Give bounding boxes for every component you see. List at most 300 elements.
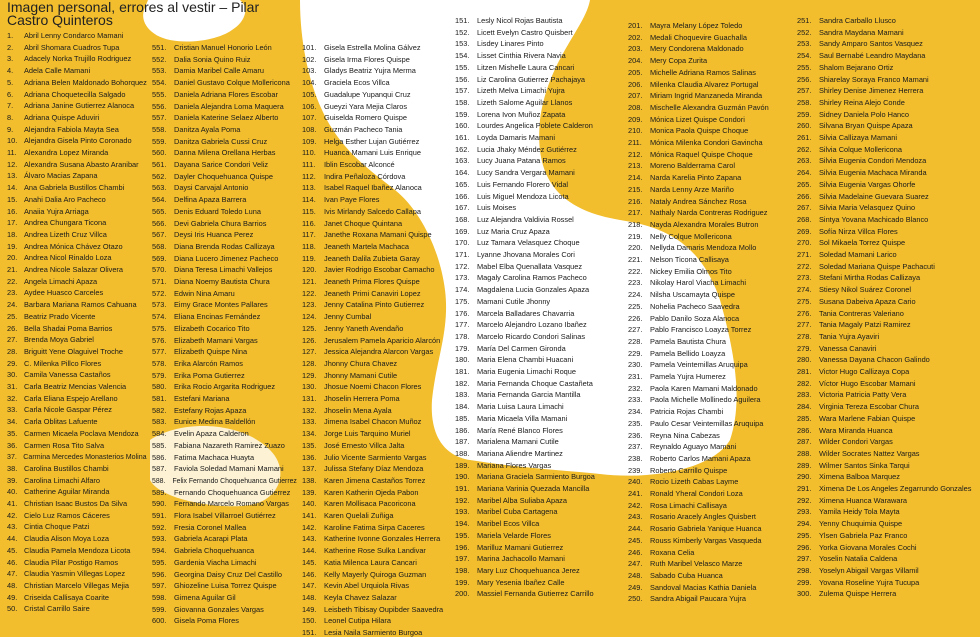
list-item <box>628 419 763 428</box>
list-item-name: Jeaneth Dalila Zubieta Garay <box>324 253 420 263</box>
list-item <box>7 300 137 309</box>
list-item-name: Bella Shadai Poma Barrios <box>24 323 113 333</box>
list-item-name: Fatima Machaca Huayta <box>174 452 255 462</box>
list-item-name: Loyda Damaris Mamani <box>477 133 556 142</box>
list-item <box>302 43 421 52</box>
list-item-name: Lesia Naila Sarmiento Burgoa <box>324 628 423 637</box>
list-item-name: Elizabeth Mamani Vargas <box>174 335 258 345</box>
list-item <box>7 136 132 145</box>
list-item <box>152 265 272 274</box>
list-item <box>797 554 897 563</box>
list-item-name: Milenka Claudia Alvarez Portugal <box>650 79 759 89</box>
list-item-name: Danna Milena Orellana Herbas <box>174 148 276 158</box>
list-item <box>7 452 147 461</box>
list-item-name: Javier Rodrigo Escobar Camacho <box>324 265 435 275</box>
list-item <box>7 534 109 543</box>
list-item-number: 600. <box>152 616 167 626</box>
list-item-name: Marcelo Ricardo Condori Salinas <box>477 331 586 341</box>
list-item <box>797 449 920 458</box>
list-item <box>7 218 106 227</box>
list-item <box>455 98 572 107</box>
list-item-number: 197. <box>455 554 470 564</box>
list-item-name: Miriam Ingrid Manzaneda Miranda <box>650 91 763 101</box>
list-item <box>7 394 118 403</box>
list-item-number: 39. <box>7 475 18 485</box>
list-item-number: 229. <box>628 348 643 358</box>
list-item-number: 166. <box>455 191 470 201</box>
list-item-name: Ivan Paye Flores <box>324 195 380 205</box>
list-item-name: Gisela Poma Flores <box>174 616 239 626</box>
list-item-number: 126. <box>302 335 317 345</box>
list-item <box>797 51 925 60</box>
list-item-name: Jessica Alejandra Alarcon Vargas <box>324 347 434 357</box>
list-item-name: Estefani Mariana <box>174 394 230 403</box>
list-item <box>797 344 876 353</box>
list-item-name: Mery Copa Zurita <box>650 56 708 66</box>
list-item-number: 40. <box>7 487 18 497</box>
list-item <box>628 80 758 89</box>
list-item-name: Diana Teresa Limachi Vallejos <box>174 265 273 275</box>
list-item-number: 257. <box>797 86 812 96</box>
list-item <box>797 285 911 294</box>
list-item-name: Adriana Belen Maldonado Bohorquez <box>24 77 147 87</box>
list-item-number: 588. <box>152 475 166 485</box>
list-item <box>455 414 567 423</box>
list-item-name: Luz Maria Cruz Apaza <box>477 226 550 236</box>
list-item <box>7 464 109 473</box>
list-item <box>797 390 906 399</box>
list-item-number: 25. <box>7 311 18 321</box>
list-item <box>7 78 147 87</box>
list-item-number: 275. <box>797 296 812 306</box>
list-item-number: 172. <box>455 261 470 271</box>
list-item-number: 220. <box>628 243 643 253</box>
list-item-number: 194. <box>455 519 470 529</box>
list-item-number: 19. <box>7 241 18 251</box>
list-item <box>797 180 915 189</box>
list-item-number: 217. <box>628 208 643 218</box>
list-item-name: Jhonny Mamani Cutile <box>324 370 398 380</box>
list-item-name: Marcelo Alejandro Lozano Ibañez <box>477 320 587 330</box>
list-item-number: 146. <box>302 569 317 579</box>
list-item-name: Erika Rocio Argarita Rodriguez <box>174 382 276 392</box>
list-item-name: Vanessa Canaviri <box>819 343 877 353</box>
list-item-number: 127. <box>302 347 317 357</box>
list-item <box>455 332 585 341</box>
list-item-number: 554. <box>152 78 167 88</box>
list-item-name: Victoria Patricia Patty Vera <box>819 390 907 400</box>
list-item-name: Narda Karelia Pinto Zapana <box>650 173 742 183</box>
list-item-number: 285. <box>797 413 812 423</box>
list-item <box>7 347 123 356</box>
list-item-number: 42. <box>7 510 18 520</box>
list-item-number: 158. <box>455 97 470 107</box>
list-item <box>152 394 229 403</box>
list-item-number: 171. <box>455 250 470 259</box>
list-item-name: Sol Mikaela Torrez Quispe <box>819 238 906 248</box>
list-item <box>152 382 275 391</box>
list-item-name: Silvia Colque Mollericona <box>819 144 902 154</box>
list-item-number: 164. <box>455 168 470 178</box>
list-item <box>302 230 432 239</box>
list-item-number: 211. <box>628 138 642 147</box>
list-item <box>302 546 426 555</box>
list-item-name: Claudia Alison Moya Loza <box>24 534 110 544</box>
list-item-name: Barbara Mariana Ramos Cahuana <box>24 300 137 310</box>
list-item <box>797 414 915 423</box>
list-item-name: Massiel Fernanda Gutierrez Carrillo <box>477 589 594 599</box>
list-item-number: 120. <box>302 265 317 275</box>
list-item-name: Mery Condorena Maldonado <box>650 44 744 54</box>
list-item <box>797 63 893 72</box>
list-item-number: 36. <box>7 440 18 450</box>
list-item-number: 246. <box>628 547 643 557</box>
list-item-number: 580. <box>152 382 167 392</box>
list-item-name: Abril Shomara Cuadros Tupa <box>24 42 120 52</box>
list-item <box>152 523 246 532</box>
list-item-name: Abril Lenny Condarco Mamani <box>24 31 124 40</box>
list-item-name: Silvia Eugenia Condori Mendoza <box>819 156 927 166</box>
list-item-name: Devi Gabriela Chura Barrios <box>174 218 267 228</box>
list-item-name: Christian Isaac Bustos Da Silva <box>24 499 128 508</box>
list-item-name: Claudia Pamela Mendoza Licota <box>24 545 131 555</box>
list-item-name: Daniela Katerine Selaez Alberto <box>174 113 279 123</box>
list-item-number: 296. <box>797 542 812 552</box>
list-item-name: Sintya Yovana Machicado Blanco <box>819 214 929 224</box>
list-item <box>797 496 907 505</box>
list-item <box>628 278 746 287</box>
list-item <box>7 253 112 262</box>
list-item-number: 48. <box>7 580 18 590</box>
list-item <box>152 78 290 87</box>
list-item <box>152 558 256 567</box>
list-item-name: Gueyzi Yara Mejia Claros <box>324 101 408 111</box>
list-item-name: Alejandra Gisela Pinto Coronado <box>24 136 132 146</box>
list-item <box>455 472 595 481</box>
list-item-number: 251. <box>797 16 812 25</box>
list-item-number: 183. <box>455 390 470 400</box>
list-item-number: 21. <box>7 265 18 274</box>
list-item <box>152 336 258 345</box>
list-item <box>152 66 264 75</box>
list-item-name: Gimena Aguilar Gil <box>174 592 236 602</box>
list-item-name: Magdalena Lucia Gonzales Apaza <box>477 285 590 295</box>
list-item <box>7 160 139 169</box>
list-item <box>302 499 416 508</box>
list-item-name: Carolina Limachi Alfaro <box>24 475 100 485</box>
list-item-number: 578. <box>152 358 167 368</box>
list-item-number: 2. <box>7 42 14 52</box>
list-item-number: 8. <box>7 112 14 122</box>
list-item <box>455 519 539 528</box>
list-item-name: Danitza Ayala Poma <box>174 124 241 134</box>
list-item-number: 252. <box>797 27 812 37</box>
list-item-number: 190. <box>455 472 470 482</box>
list-item <box>797 133 897 142</box>
list-item-name: Víctor Hugo Escobar Mamani <box>819 378 916 388</box>
list-item <box>455 51 566 60</box>
list-item-name: Kelly Mayerly Quiroga Guzman <box>324 569 427 579</box>
list-item-name: Daniela Alejandra Loma Maquera <box>174 101 284 111</box>
list-item-name: Ximena De Los Angeles Zegarrundo Gonzales <box>819 484 972 493</box>
list-item-name: Pamela Bautista Chura <box>650 336 726 346</box>
list-item-name: Karen Mollisaca Pacoricona <box>324 499 416 509</box>
list-item-name: Adriana Janine Gutierrez Alanoca <box>24 101 135 111</box>
list-item-number: 294. <box>797 519 812 529</box>
list-item <box>302 570 426 579</box>
list-item-name: Luis Miguel Mendoza Licota <box>477 191 569 201</box>
list-item-name: Leisbeth Tibisay Oupibder Saavedra <box>324 604 444 614</box>
list-item <box>302 242 409 251</box>
list-item <box>797 110 909 119</box>
list-item-name: Paulo Cesar Veintemillas Aruquipa <box>650 418 764 428</box>
list-item-name: Jerusalem Pamela Aparicio Alarcón <box>324 335 441 345</box>
list-item <box>628 161 735 170</box>
list-item-number: 240. <box>628 477 643 487</box>
list-item <box>797 472 900 481</box>
list-item-name: Keyla Chavez Salazar <box>324 592 397 602</box>
list-item-number: 564. <box>152 195 167 205</box>
list-item-number: 289. <box>797 460 812 470</box>
list-item-name: Soledad Mamani Larico <box>819 250 897 259</box>
list-item <box>628 407 723 416</box>
list-item <box>7 288 103 297</box>
list-item <box>628 44 744 53</box>
list-item-number: 105. <box>302 89 317 99</box>
list-item <box>152 581 277 590</box>
list-item-name: Medali Choquevire Guachalla <box>650 32 747 42</box>
list-item-number: 178. <box>455 331 470 341</box>
list-item-name: Nataly Andrea Sánchez Rosa <box>650 196 747 206</box>
list-item-number: 247. <box>628 559 643 569</box>
list-item-name: Vanessa Dayana Chacon Galindo <box>819 355 930 365</box>
title-line-2: Castro Quinteros <box>7 12 113 28</box>
list-item-number: 189. <box>455 460 470 470</box>
list-item-number: 284. <box>797 402 812 412</box>
list-item-name: Mischelle Alexandra Guzmán Pavón <box>650 102 769 112</box>
list-item <box>302 102 407 111</box>
list-item-name: Carolina Bustillos Chambi <box>24 463 109 473</box>
list-item-number: 45. <box>7 545 18 555</box>
list-item-name: Stefani Mirtha Rodas Callizaya <box>819 273 921 283</box>
list-item <box>455 496 567 505</box>
list-item-name: Mamani Cutile Jhonny <box>477 296 551 306</box>
list-item-name: Nohelia Pacheco Saavedra <box>650 301 740 311</box>
list-item-number: 121. <box>302 277 317 286</box>
list-item-number: 569. <box>152 253 167 263</box>
list-item <box>302 347 433 356</box>
list-item-name: Rouss Kimberly Vargas Vasqueda <box>650 535 762 545</box>
list-item-name: Lesly Nicol Rojas Bautista <box>477 16 563 25</box>
list-item <box>152 359 243 368</box>
list-item-number: 261. <box>797 133 812 142</box>
list-item-number: 269. <box>797 226 812 236</box>
list-item-number: 212. <box>628 149 643 159</box>
list-item <box>455 203 516 212</box>
list-item-number: 553. <box>152 66 167 76</box>
list-item <box>628 103 769 112</box>
list-item <box>455 344 566 353</box>
list-item <box>152 570 282 579</box>
list-item-number: 9. <box>7 124 14 134</box>
list-item <box>152 312 260 321</box>
list-item-number: 577. <box>152 347 167 357</box>
list-item-name: Adacely Norka Trujillo Rodriguez <box>24 54 132 64</box>
list-item-number: 583. <box>152 417 167 427</box>
list-item <box>455 461 551 470</box>
list-item-number: 227. <box>628 325 643 335</box>
list-item-name: Yamila Heidy Tola Mayta <box>819 507 900 517</box>
list-item-number: 142. <box>302 522 317 532</box>
list-item-name: Roxana Celia <box>650 547 695 557</box>
list-item-name: Beatriz Prado Vicente <box>24 311 96 321</box>
list-item <box>302 207 421 216</box>
list-item-name: Christian Marcelo Villegas Mejia <box>24 580 130 590</box>
list-item <box>628 243 756 252</box>
list-item <box>302 336 440 345</box>
list-item <box>302 219 402 228</box>
list-item <box>7 195 106 204</box>
list-item-number: 557. <box>152 113 167 123</box>
list-item <box>455 554 565 563</box>
list-item-number: 20. <box>7 253 18 263</box>
list-item <box>7 277 97 286</box>
list-item <box>628 594 746 603</box>
list-item <box>152 113 278 122</box>
list-item-number: 209. <box>628 114 643 124</box>
list-item <box>7 54 131 63</box>
list-item-number: 239. <box>628 465 643 475</box>
list-item <box>455 39 544 48</box>
list-item-number: 165. <box>455 179 470 189</box>
list-item <box>628 571 723 580</box>
list-item-name: Iblin Escobar Alconcé <box>324 160 395 169</box>
list-item-number: 265. <box>797 179 812 189</box>
list-item-number: 129. <box>302 370 317 380</box>
list-item-number: 230. <box>628 360 643 370</box>
list-item-name: Magaly Carolina Ramos Pacheco <box>477 273 587 283</box>
list-item-number: 14. <box>7 183 18 193</box>
list-item-number: 201. <box>628 21 643 30</box>
list-item-name: Maria Eugenia Limachi Roque <box>477 367 577 376</box>
list-item-number: 157. <box>455 86 470 96</box>
list-item-number: 299. <box>797 577 812 587</box>
list-item <box>152 417 255 426</box>
list-item-number: 163. <box>455 156 470 166</box>
list-item-name: Andrea Lizeth Cruz Villca <box>24 229 107 239</box>
list-item-number: 585. <box>152 440 167 450</box>
list-item <box>797 262 935 271</box>
list-item-name: Jhonny Chura Chavez <box>324 358 398 368</box>
list-item-name: Katia Milenca Laura Cancari <box>324 557 417 567</box>
list-item-name: Eimy Grace Montes Pallares <box>174 300 268 310</box>
list-item-name: Mónica Raquel Quispe Choque <box>650 149 753 159</box>
list-item-name: María Del Carmen Gironda <box>477 343 566 353</box>
list-item-name: Roberto Carrillo Quispe <box>650 465 728 475</box>
list-item-name: Briguitt Yene Olaguivel Troche <box>24 346 124 356</box>
list-item-number: 298. <box>797 565 812 575</box>
list-item <box>455 168 575 177</box>
list-item <box>628 126 748 135</box>
list-item-name: Carmen Rosa Tito Salva <box>24 440 105 450</box>
list-item-name: Anaiia Yujra Arriaga <box>24 206 89 216</box>
list-item <box>302 453 426 462</box>
list-item-number: 208. <box>628 102 643 112</box>
list-item-number: 551. <box>152 43 167 52</box>
list-item-number: 106. <box>302 101 317 111</box>
list-item-name: Fernando Choquehuanca Gutierrez <box>174 487 291 497</box>
list-item-number: 203. <box>628 44 643 54</box>
list-item-name: Carla Nicole Gaspar Pérez <box>24 405 112 415</box>
list-item-name: Erika Poma Gutierrez <box>174 370 245 380</box>
list-item-number: 241. <box>628 489 643 498</box>
list-item-number: 162. <box>455 144 470 154</box>
list-item-name: Carmina Mercedes Monasterios Molina <box>23 452 147 462</box>
list-item <box>302 523 425 532</box>
list-item-name: Danitza Gabriela Cussi Cruz <box>174 136 268 146</box>
list-item-number: 147. <box>302 581 317 591</box>
list-item-name: Luis Fernando Florero Vidal <box>477 179 569 189</box>
list-item <box>302 254 420 263</box>
list-item-name: Katherine Rose Sulka Landivar <box>324 546 426 556</box>
list-item-number: 35. <box>7 428 18 438</box>
list-item <box>455 589 594 598</box>
list-item-number: 596. <box>152 569 167 579</box>
list-item-number: 30. <box>7 370 18 380</box>
list-item <box>7 441 104 450</box>
list-item <box>455 437 559 446</box>
list-item <box>302 371 397 380</box>
list-item <box>797 121 913 130</box>
list-item-number: 187. <box>455 437 470 447</box>
list-item-number: 198. <box>455 565 470 575</box>
list-item-number: 574. <box>152 312 167 322</box>
list-item-name: Lisdey Linares Pinto <box>477 39 544 49</box>
list-item-number: 234. <box>628 407 643 417</box>
list-item-name: Jhoselin Herrera Poma <box>324 394 400 403</box>
list-item <box>797 402 919 411</box>
list-item-number: 177. <box>455 320 470 330</box>
list-item-number: 291. <box>797 484 812 493</box>
list-item-number: 161. <box>455 133 470 142</box>
list-item-number: 274. <box>797 285 812 295</box>
list-item-number: 103. <box>302 66 317 76</box>
list-item-number: 218. <box>628 219 643 229</box>
list-item-name: Janet Choque Quintana <box>324 218 403 228</box>
list-item <box>628 68 756 77</box>
list-item <box>152 406 246 415</box>
list-item-number: 107. <box>302 113 317 123</box>
list-item-name: Tania Magaly Patzi Ramirez <box>819 320 911 330</box>
list-item <box>628 548 694 557</box>
list-item-name: Katherine Ivonne Gonzales Herrera <box>324 534 441 544</box>
list-item <box>302 534 440 543</box>
list-item-number: 156. <box>455 74 470 84</box>
list-item-number: 119. <box>302 253 316 263</box>
list-item <box>628 372 726 381</box>
list-item <box>302 441 404 450</box>
list-item-name: Evelin Apaza Calderon <box>174 429 249 439</box>
list-item-name: Patricia Rojas Chambi <box>650 407 724 417</box>
list-item <box>302 558 417 567</box>
list-item <box>152 441 285 450</box>
list-item <box>152 125 240 134</box>
list-item-number: 268. <box>797 214 812 224</box>
list-item-name: Susana Dabeiva Apaza Cario <box>819 296 916 306</box>
list-item-number: 43. <box>7 522 18 532</box>
list-item <box>628 442 736 451</box>
list-item-number: 6. <box>7 89 14 99</box>
